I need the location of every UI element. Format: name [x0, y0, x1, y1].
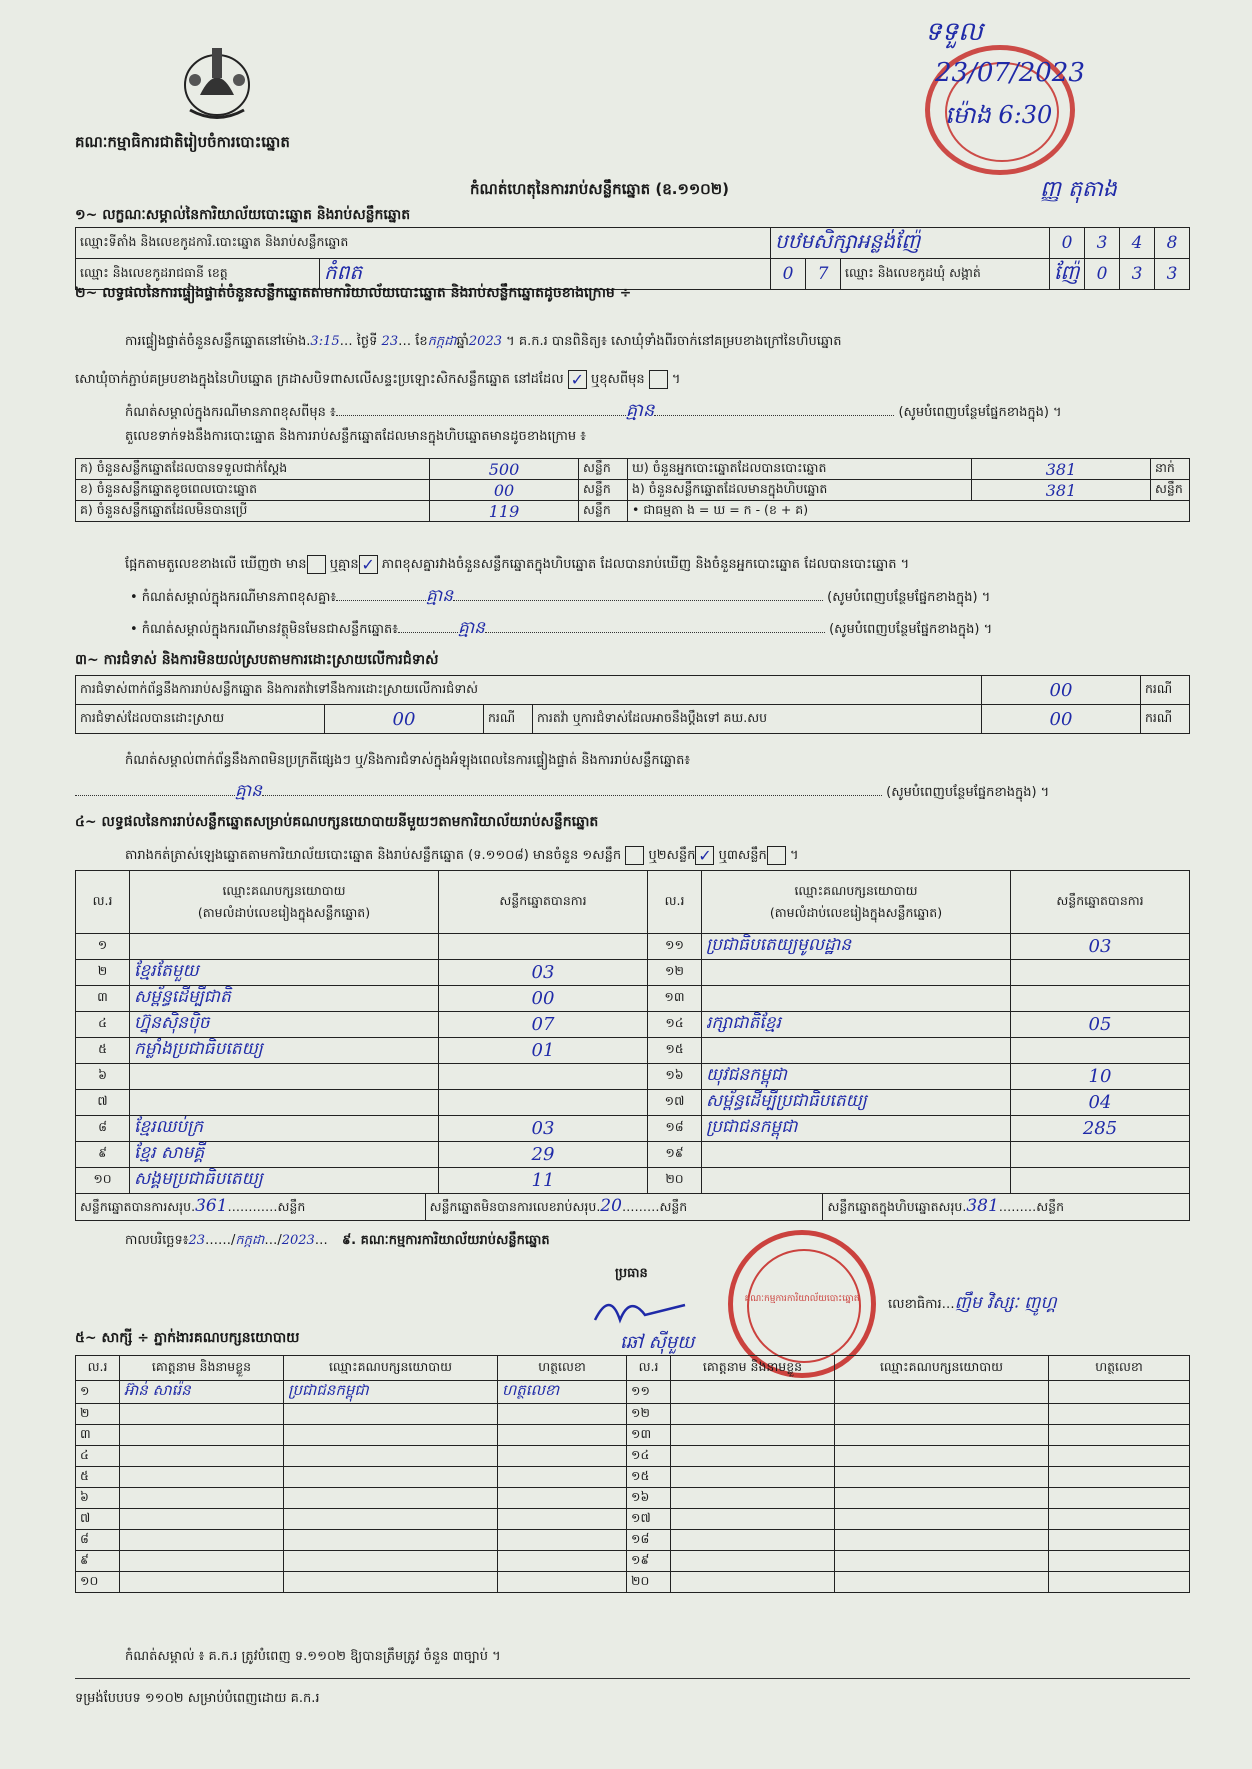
col-party-header — [702, 871, 1011, 934]
row-label: ក) ចំនួនសន្លឹកឆ្នោតដែលបានទទួលជាក់ស្តែង — [76, 459, 430, 480]
footnote: កំណត់សម្គាល់ ៖ គ.ក.រ ត្រូវបំពេញ ទ.១១០២ ឱ្យបានត្រឹមត្រូវ ចំនួន ៣ច្បាប់ ។ — [125, 1649, 501, 1664]
unchanged-checkbox[interactable]: ✓ — [568, 370, 587, 389]
col-no-header: ល.រ — [76, 871, 130, 934]
witness-signature — [1049, 1530, 1190, 1551]
table-row — [76, 1038, 1190, 1064]
table-row — [76, 1090, 1190, 1116]
section1-title: ១~ លក្ខណៈសម្គាល់នៃការិយាល័យបោះឆ្នោត និងរាប់សន្លឹកឆ្នោត — [75, 207, 411, 223]
table-row — [76, 1425, 1190, 1446]
witness-name — [671, 1404, 835, 1425]
objection-value: 00 — [982, 676, 1141, 705]
total-valid: សន្លឹកឆ្នោតបានការសរុប.361…………សន្លឹក — [76, 1194, 426, 1221]
section4-title: ៤~ លទ្ធផលនៃការរាប់សន្លឹកឆ្នោតសម្រាប់គណបក្សនយោបាយនីមួយៗតាមការិយាល័យរាប់សន្លឹកឆ្នោត — [75, 814, 599, 830]
vote-count: 00 — [439, 986, 648, 1012]
document-title: កំណត់ហេតុនៃការរាប់សន្លឹកឆ្នោត (ឧ.១១០២) — [470, 180, 730, 198]
row-number: ៩ — [76, 1551, 120, 1572]
row-value: 381 — [972, 459, 1151, 480]
section2-title: ២~ លទ្ធផលនៃការផ្ទៀងផ្ទាត់ចំនួនសន្លឹកឆ្នោតតាមការិយាល័យបោះឆ្នោត និងរាប់សន្លឹកឆ្នោតដូចខាងក្រោម ÷ — [75, 285, 632, 301]
row-number: ១ — [76, 934, 130, 960]
row-label: ឃ) ចំនួនអ្នកបោះឆ្នោតដែលបានបោះឆ្នោត — [628, 459, 972, 480]
table-row — [76, 1168, 1190, 1194]
witness-signature — [498, 1530, 627, 1551]
vote-count: 03 — [1011, 934, 1190, 960]
commune-digit: 3 — [1120, 259, 1155, 290]
party-name: ហ្វ៊ុនស៊ិនប៉ិច — [130, 1012, 439, 1038]
witness-signature — [498, 1425, 627, 1446]
witness-party — [835, 1446, 1049, 1467]
row-unit: សន្លឹក — [579, 480, 628, 501]
party-name: កម្លាំងប្រជាធិបតេយ្យ — [130, 1038, 439, 1064]
col-party-header: ឈ្មោះគណបក្សនយោបាយ — [835, 1356, 1049, 1381]
section2-digits-intro: តួលេខទាក់ទងនឹងការបោះឆ្នោត និងការរាប់សន្លឹកឆ្នោតដែលមានក្នុងហិបឆ្នោតមានដូចខាងក្រោម ៖ — [125, 429, 586, 444]
row-number: ១០ — [76, 1168, 130, 1194]
section3-note-line: គ្មាន (សូមបំពេញបន្ថែមផ្នែកខាងក្នុង) ។ — [75, 780, 1049, 805]
table-row — [76, 960, 1190, 986]
section3-title: ៣~ ការជំទាស់ និងការមិនយល់ស្របតាមការដោះស្រាយលើការជំទាស់ — [75, 652, 439, 668]
witness-signature: ហត្ថលេខា — [498, 1381, 627, 1404]
witness-party — [284, 1467, 498, 1488]
vote-count — [1011, 1038, 1190, 1064]
witness-signature — [1049, 1381, 1190, 1404]
changed-checkbox[interactable] — [649, 370, 668, 389]
row-number: ១១ — [648, 934, 702, 960]
appeal-unit: ករណី — [1141, 705, 1190, 734]
province-digit: 7 — [806, 259, 841, 290]
table-row — [76, 1116, 1190, 1142]
table-row — [76, 1551, 1190, 1572]
table-row — [76, 934, 1190, 960]
row-number: ៨ — [76, 1116, 130, 1142]
witness-party — [835, 1381, 1049, 1404]
polling-station-value: បឋមសិក្សាអន្លង់ញ៉ែ — [771, 228, 1050, 259]
section4-intro: តារាងកត់ត្រាស់ឡេងឆ្នោតតាមការិយាល័យបោះឆ្នោត និងរាប់សន្លឹកឆ្នោត (ទ.១១០៨) មានចំនួន ១សន្លឹក ឬ២សន្លឹក ✓ ឬ៣សន្លឹក ។ — [125, 846, 799, 865]
vote-count — [439, 1064, 648, 1090]
row-number: ៥ — [76, 1467, 120, 1488]
polling-station-label: ឈ្មោះទីតាំង និងលេខកូដការិ.បោះឆ្នោត និងរាប់សន្លឹកឆ្នោត — [76, 228, 771, 259]
row-unit: នាក់ — [1151, 459, 1190, 480]
form-reference: ទម្រង់បែបបទ ១១០២ សម្រាប់បំពេញដោយ គ.ក.រ — [75, 1691, 320, 1706]
row-number: ១ — [76, 1381, 120, 1404]
row-number: ១៩ — [627, 1551, 671, 1572]
witness-name — [120, 1446, 284, 1467]
appeal-label: ការតវ៉ា ឬការជំទាស់ដែលអាចនឹងប្តឹងទៅ គឃ.សប — [533, 705, 982, 734]
witness-party — [835, 1425, 1049, 1446]
section2-table — [75, 458, 1190, 522]
table-row — [76, 1572, 1190, 1593]
witness-party — [835, 1404, 1049, 1425]
resolved-value: 00 — [325, 705, 484, 734]
appeal-value: 00 — [982, 705, 1141, 734]
row-number: ១៣ — [648, 986, 702, 1012]
section5-title: ៥~ សាក្សី ÷ ភ្នាក់ងារគណបក្សនយោបាយ — [75, 1330, 300, 1346]
committee-name: គណៈកម្មាធិការជាតិរៀបចំការបោះឆ្នោត — [75, 133, 290, 151]
col-party-header — [130, 871, 439, 934]
one-sheet-checkbox[interactable] — [625, 846, 644, 865]
stamp-handwriting-4: ញ្ញ តុតាង — [1040, 177, 1117, 202]
row-label: ង) ចំនួនសន្លឹកឆ្នោតដែលមានក្នុងហិបឆ្នោត — [628, 480, 972, 501]
stamp-handwriting-3: ម៉ោង 6:30 — [945, 101, 1053, 129]
bottom-divider — [75, 1678, 1190, 1679]
witness-signature — [498, 1551, 627, 1572]
totals-table — [75, 1193, 1190, 1221]
resolved-unit: ករណី — [484, 705, 533, 734]
row-unit: សន្លឹក — [579, 459, 628, 480]
party-name: ខ្មែរតែមួយ — [130, 960, 439, 986]
row-number: ១៦ — [627, 1488, 671, 1509]
row-number: ៧ — [76, 1090, 130, 1116]
vote-count: 03 — [439, 1116, 648, 1142]
col-name-header: គោត្តនាម និងនាមខ្លួន — [120, 1356, 284, 1381]
witness-signature — [1049, 1404, 1190, 1425]
has-difference-checkbox[interactable] — [307, 555, 326, 574]
row-value: 00 — [430, 480, 579, 501]
table-row — [76, 1404, 1190, 1425]
witness-name — [671, 1530, 835, 1551]
row-number: ១៥ — [627, 1467, 671, 1488]
row-number: ៤ — [76, 1446, 120, 1467]
col-party-subtitle: (តាមលំដាប់លេខរៀងក្នុងសន្លឹកឆ្នោត) — [197, 905, 371, 920]
chair-label: ប្រធាន — [615, 1266, 648, 1281]
row-number: ២០ — [627, 1572, 671, 1593]
witness-name — [671, 1467, 835, 1488]
party-name: ប្រជាជនកម្ពុជា — [702, 1116, 1011, 1142]
witness-name — [671, 1425, 835, 1446]
row-number: ១៧ — [627, 1509, 671, 1530]
witness-party — [284, 1446, 498, 1467]
code-digit: 0 — [1050, 228, 1085, 259]
row-number: ១៥ — [648, 1038, 702, 1064]
party-name: សម្ព័ន្ធដើម្បីប្រជាធិបតេយ្យ — [702, 1090, 1011, 1116]
row-number: ៦ — [76, 1064, 130, 1090]
total-in-box: សន្លឹកឆ្នោតក្នុងហិបឆ្នោតសរុប.381………សន្លឹក — [823, 1194, 1190, 1221]
table-row — [76, 1064, 1190, 1090]
party-name — [702, 1168, 1011, 1194]
party-name — [702, 1038, 1011, 1064]
section3-note: កំណត់សម្គាល់ពាក់ព័ន្ធនឹងភាពមិនប្រក្រតីផ្សេងៗ ឬ/និងការជំទាស់ក្នុងអំឡុងពេលនៃការផ្ទៀងផ្ទាត់ និងការរាប់សន្លឹកឆ្នោត៖ — [125, 753, 691, 768]
party-name: សង្គមប្រជាធិបតេយ្យ — [130, 1168, 439, 1194]
witness-party — [835, 1530, 1049, 1551]
stamp-handwriting-1: ទទួល — [925, 17, 983, 47]
witness-signature — [498, 1446, 627, 1467]
witness-name — [671, 1551, 835, 1572]
row-number: ១៤ — [627, 1446, 671, 1467]
vote-count — [439, 934, 648, 960]
section1-table — [75, 227, 1190, 290]
vote-count: 29 — [439, 1142, 648, 1168]
row-number: ៦ — [76, 1488, 120, 1509]
row-number: ១៣ — [627, 1425, 671, 1446]
table-row — [76, 1488, 1190, 1509]
witness-signature — [1049, 1509, 1190, 1530]
col-party-title: ឈ្មោះគណបក្សនយោបាយ — [222, 883, 346, 898]
witness-name — [671, 1446, 835, 1467]
commune-digit: 0 — [1085, 259, 1120, 290]
table-row — [76, 1446, 1190, 1467]
vote-count: 07 — [439, 1012, 648, 1038]
objection-label: ការជំទាស់ពាក់ព័ន្ធនឹងការរាប់សន្លឹកឆ្នោត និងការតវ៉ាទៅនឹងការដោះស្រាយលើការជំទាស់ — [76, 676, 982, 705]
party-name — [702, 1142, 1011, 1168]
witness-signature — [1049, 1425, 1190, 1446]
no-difference-checkbox[interactable]: ✓ — [359, 555, 378, 574]
witness-name — [120, 1404, 284, 1425]
formula-note: • ជាធម្មតា ង = ឃ = ក - (ខ + គ) — [628, 501, 1190, 522]
witness-party — [284, 1551, 498, 1572]
witness-name — [120, 1572, 284, 1593]
witness-name — [671, 1572, 835, 1593]
three-sheet-checkbox[interactable] — [767, 846, 786, 865]
row-number: ១០ — [76, 1572, 120, 1593]
resolved-label: ការជំទាស់ដែលបានដោះស្រាយ — [76, 705, 325, 734]
table-row — [76, 1142, 1190, 1168]
witness-name — [120, 1530, 284, 1551]
results-table — [75, 870, 1190, 1194]
stamp-handwriting-2: 23/07/2023 — [935, 58, 1085, 88]
row-number: ៣ — [76, 1425, 120, 1446]
witness-signature — [1049, 1446, 1190, 1467]
vote-count — [439, 1090, 648, 1116]
witness-party — [835, 1488, 1049, 1509]
witness-name — [120, 1551, 284, 1572]
witness-signature — [1049, 1488, 1190, 1509]
vote-count — [1011, 960, 1190, 986]
section2-intro: ការផ្ទៀងផ្ទាត់ចំនួនសន្លឹកឆ្នោតនៅម៉ោង.3:15… ថ្ងៃទី 23… ខែកក្កដាឆ្នាំ2023 ។ គ.ក.រ បានពិនិត្យ៖ សោឃុំទាំងពីរចាក់នៅគម្របខាងក្រៅនៃហិបឆ្នោត — [125, 334, 842, 349]
witness-name — [120, 1425, 284, 1446]
commune-digit: 3 — [1155, 259, 1190, 290]
witness-party — [284, 1509, 498, 1530]
witness-party — [835, 1467, 1049, 1488]
row-number: ៩ — [76, 1142, 130, 1168]
col-party-subtitle: (តាមលំដាប់លេខរៀងក្នុងសន្លឹកឆ្នោត) — [769, 905, 943, 920]
witness-signature — [498, 1404, 627, 1425]
party-name — [130, 1090, 439, 1116]
witness-party — [835, 1551, 1049, 1572]
col-no-header: ល.រ — [76, 1356, 120, 1381]
row-number: ២ — [76, 1404, 120, 1425]
table-row — [76, 1381, 1190, 1404]
code-digit: 3 — [1085, 228, 1120, 259]
commune-label: ឈ្មោះ និងលេខកូដឃុំ សង្កាត់ — [841, 259, 1050, 290]
party-name — [130, 1064, 439, 1090]
row-number: ៧ — [76, 1509, 120, 1530]
witness-table — [75, 1355, 1190, 1593]
witness-name — [120, 1467, 284, 1488]
col-sign-header: ហត្ថលេខា — [1049, 1356, 1190, 1381]
table-row — [76, 986, 1190, 1012]
vote-count: 05 — [1011, 1012, 1190, 1038]
total-invalid: សន្លឹកឆ្នោតមិនបានការលេខរាប់សរុប.20………សន្លឹក — [425, 1194, 823, 1221]
vote-count: 285 — [1011, 1116, 1190, 1142]
col-votes-header: សន្លឹកឆ្នោតបានការ — [1011, 871, 1190, 934]
witness-signature — [498, 1509, 627, 1530]
section2-note3: • កំណត់សម្គាល់ក្នុងករណីមានវត្ថុមិនមែនជាសន្លឹកឆ្នោត៖ គ្មាន (សូមបំពេញបន្ថែមផ្នែកខាងក្នុង) ។ — [130, 618, 993, 638]
vote-count — [1011, 986, 1190, 1012]
chair-signature — [590, 1285, 700, 1335]
party-name: រក្សាជាតិខ្មែរ — [702, 1012, 1011, 1038]
section2-compare: ផ្អែកតាមតួលេខខាងលើ ឃើញថា មាន ឬគ្មាន ✓ ភាពខុសគ្នារវាងចំនួនសន្លឹកឆ្នោតក្នុងហិបឆ្នោត ដែលបានរាប់ឃើញ និងចំនួនអ្នកបោះឆ្នោត ដែលបានបោះឆ្នោត ។ — [125, 555, 910, 574]
province-digit: 0 — [771, 259, 806, 290]
national-emblem — [170, 40, 265, 125]
code-digit: 8 — [1155, 228, 1190, 259]
vote-count — [1011, 1142, 1190, 1168]
vote-count: 11 — [439, 1168, 648, 1194]
party-name: សម្ព័ន្ធដើម្បីជាតិ — [130, 986, 439, 1012]
witness-name — [120, 1509, 284, 1530]
row-number: ៤ — [76, 1012, 130, 1038]
witness-party: ប្រជាជនកម្ពុជា — [284, 1381, 498, 1404]
witness-signature — [1049, 1551, 1190, 1572]
witness-name — [671, 1488, 835, 1509]
witness-party — [284, 1488, 498, 1509]
witness-signature — [1049, 1467, 1190, 1488]
row-number: ១៤ — [648, 1012, 702, 1038]
party-name: ខ្មែរ សាមគ្គី — [130, 1142, 439, 1168]
chair-name: ឆៅ ស៊ីមួយ — [620, 1332, 695, 1353]
row-value: 500 — [430, 459, 579, 480]
section3-table — [75, 675, 1190, 734]
row-label: គ) ចំនួនសន្លឹកឆ្នោតដែលមិនបានប្រើ — [76, 501, 430, 522]
section2-intro-line2: សោឃុំចាក់ភ្ជាប់គម្របខាងក្នុងនៃហិបឆ្នោត ក្រដាសបិទពាសលើសន្ទះប្រឡោះសិកសន្លឹកឆ្នោត នៅដដែល ✓ ឬខុសពីមុន ។ — [75, 370, 681, 389]
witness-party — [284, 1404, 498, 1425]
party-name: ប្រជាធិបតេយ្យមូលដ្ឋាន — [702, 934, 1011, 960]
col-votes-header: សន្លឹកឆ្នោតបានការ — [439, 871, 648, 934]
row-unit: សន្លឹក — [579, 501, 628, 522]
table-row — [76, 1012, 1190, 1038]
table-row — [76, 1530, 1190, 1551]
party-name — [702, 960, 1011, 986]
witness-party — [835, 1509, 1049, 1530]
vote-count: 01 — [439, 1038, 648, 1064]
province-value: កំពត — [320, 259, 771, 290]
row-number: ១៦ — [648, 1064, 702, 1090]
witness-name — [120, 1488, 284, 1509]
row-number: ១២ — [627, 1404, 671, 1425]
witness-signature — [1049, 1572, 1190, 1593]
table-row — [76, 1509, 1190, 1530]
witness-party — [284, 1425, 498, 1446]
witness-signature — [498, 1467, 627, 1488]
vote-count: 03 — [439, 960, 648, 986]
row-number: ១៩ — [648, 1142, 702, 1168]
row-label: ខ) ចំនួនសន្លឹកឆ្នោតខូចពេលបោះឆ្នោត — [76, 480, 430, 501]
vote-count: 10 — [1011, 1064, 1190, 1090]
commune-value: ញ៉ែ — [1050, 259, 1085, 290]
province-label: ឈ្មោះ និងលេខកូដរាជធានី ខេត្ត — [76, 259, 320, 290]
row-number: ១៨ — [627, 1530, 671, 1551]
col-name-header: គោត្តនាម និងនាមខ្លួន — [671, 1356, 835, 1381]
row-value: 381 — [972, 480, 1151, 501]
col-sign-header: ហត្ថលេខា — [498, 1356, 627, 1381]
witness-signature — [498, 1572, 627, 1593]
party-name — [702, 986, 1011, 1012]
row-value: 119 — [430, 501, 579, 522]
vote-count: 04 — [1011, 1090, 1190, 1116]
party-name: ខ្មែរឈប់ក្រ — [130, 1116, 439, 1142]
col-no-header: ល.រ — [627, 1356, 671, 1381]
row-number: ១២ — [648, 960, 702, 986]
objection-unit: ករណី — [1141, 676, 1190, 705]
witness-party — [835, 1572, 1049, 1593]
row-number: ៥ — [76, 1038, 130, 1064]
stamp-text: គណៈកម្មការការិយាល័យបោះឆ្នោត — [744, 1294, 860, 1304]
witness-name — [671, 1509, 835, 1530]
row-number: ៨ — [76, 1530, 120, 1551]
row-number: ១១ — [627, 1381, 671, 1404]
secretary: លេខាធិការ…ញឹម វិស្សៈ ញូហ្គ — [888, 1293, 1057, 1313]
witness-party — [284, 1530, 498, 1551]
row-number: ៣ — [76, 986, 130, 1012]
row-number: ២ — [76, 960, 130, 986]
witness-signature — [498, 1488, 627, 1509]
party-name: យុវជនកម្ពុជា — [702, 1064, 1011, 1090]
row-unit: សន្លឹក — [1151, 480, 1190, 501]
row-number: ១៧ — [648, 1090, 702, 1116]
col-no-header: ល.រ — [648, 871, 702, 934]
date-line: កាលបរិច្ឆេទ៖23……/កក្កដា…/2023… ៩. គណៈកម្មការការិយាល័យរាប់សន្លឹកឆ្នោត — [125, 1233, 550, 1248]
section2-note: កំណត់សម្គាល់ក្នុងករណីមានភាពខុសពីមុន ៖ គ្មាន (សូមបំពេញបន្ថែមផ្នែកខាងក្នុង) ។ — [125, 400, 1062, 421]
code-digit: 4 — [1120, 228, 1155, 259]
col-party-title: ឈ្មោះគណបក្សនយោបាយ — [794, 883, 918, 898]
party-name — [130, 934, 439, 960]
witness-party — [284, 1572, 498, 1593]
row-number: ២០ — [648, 1168, 702, 1194]
section2-note2: • កំណត់សម្គាល់ក្នុងករណីមានភាពខុសគ្នា៖ គ្មាន (សូមបំពេញបន្ថែមផ្នែកខាងក្នុង) ។ — [130, 586, 991, 606]
row-number: ១៨ — [648, 1116, 702, 1142]
witness-name: អ៊ាន់ សារ៉េន — [120, 1381, 284, 1404]
vote-count — [1011, 1168, 1190, 1194]
col-party-header: ឈ្មោះគណបក្សនយោបាយ — [284, 1356, 498, 1381]
two-sheet-checkbox[interactable]: ✓ — [695, 846, 714, 865]
witness-name — [671, 1381, 835, 1404]
table-row — [76, 1467, 1190, 1488]
